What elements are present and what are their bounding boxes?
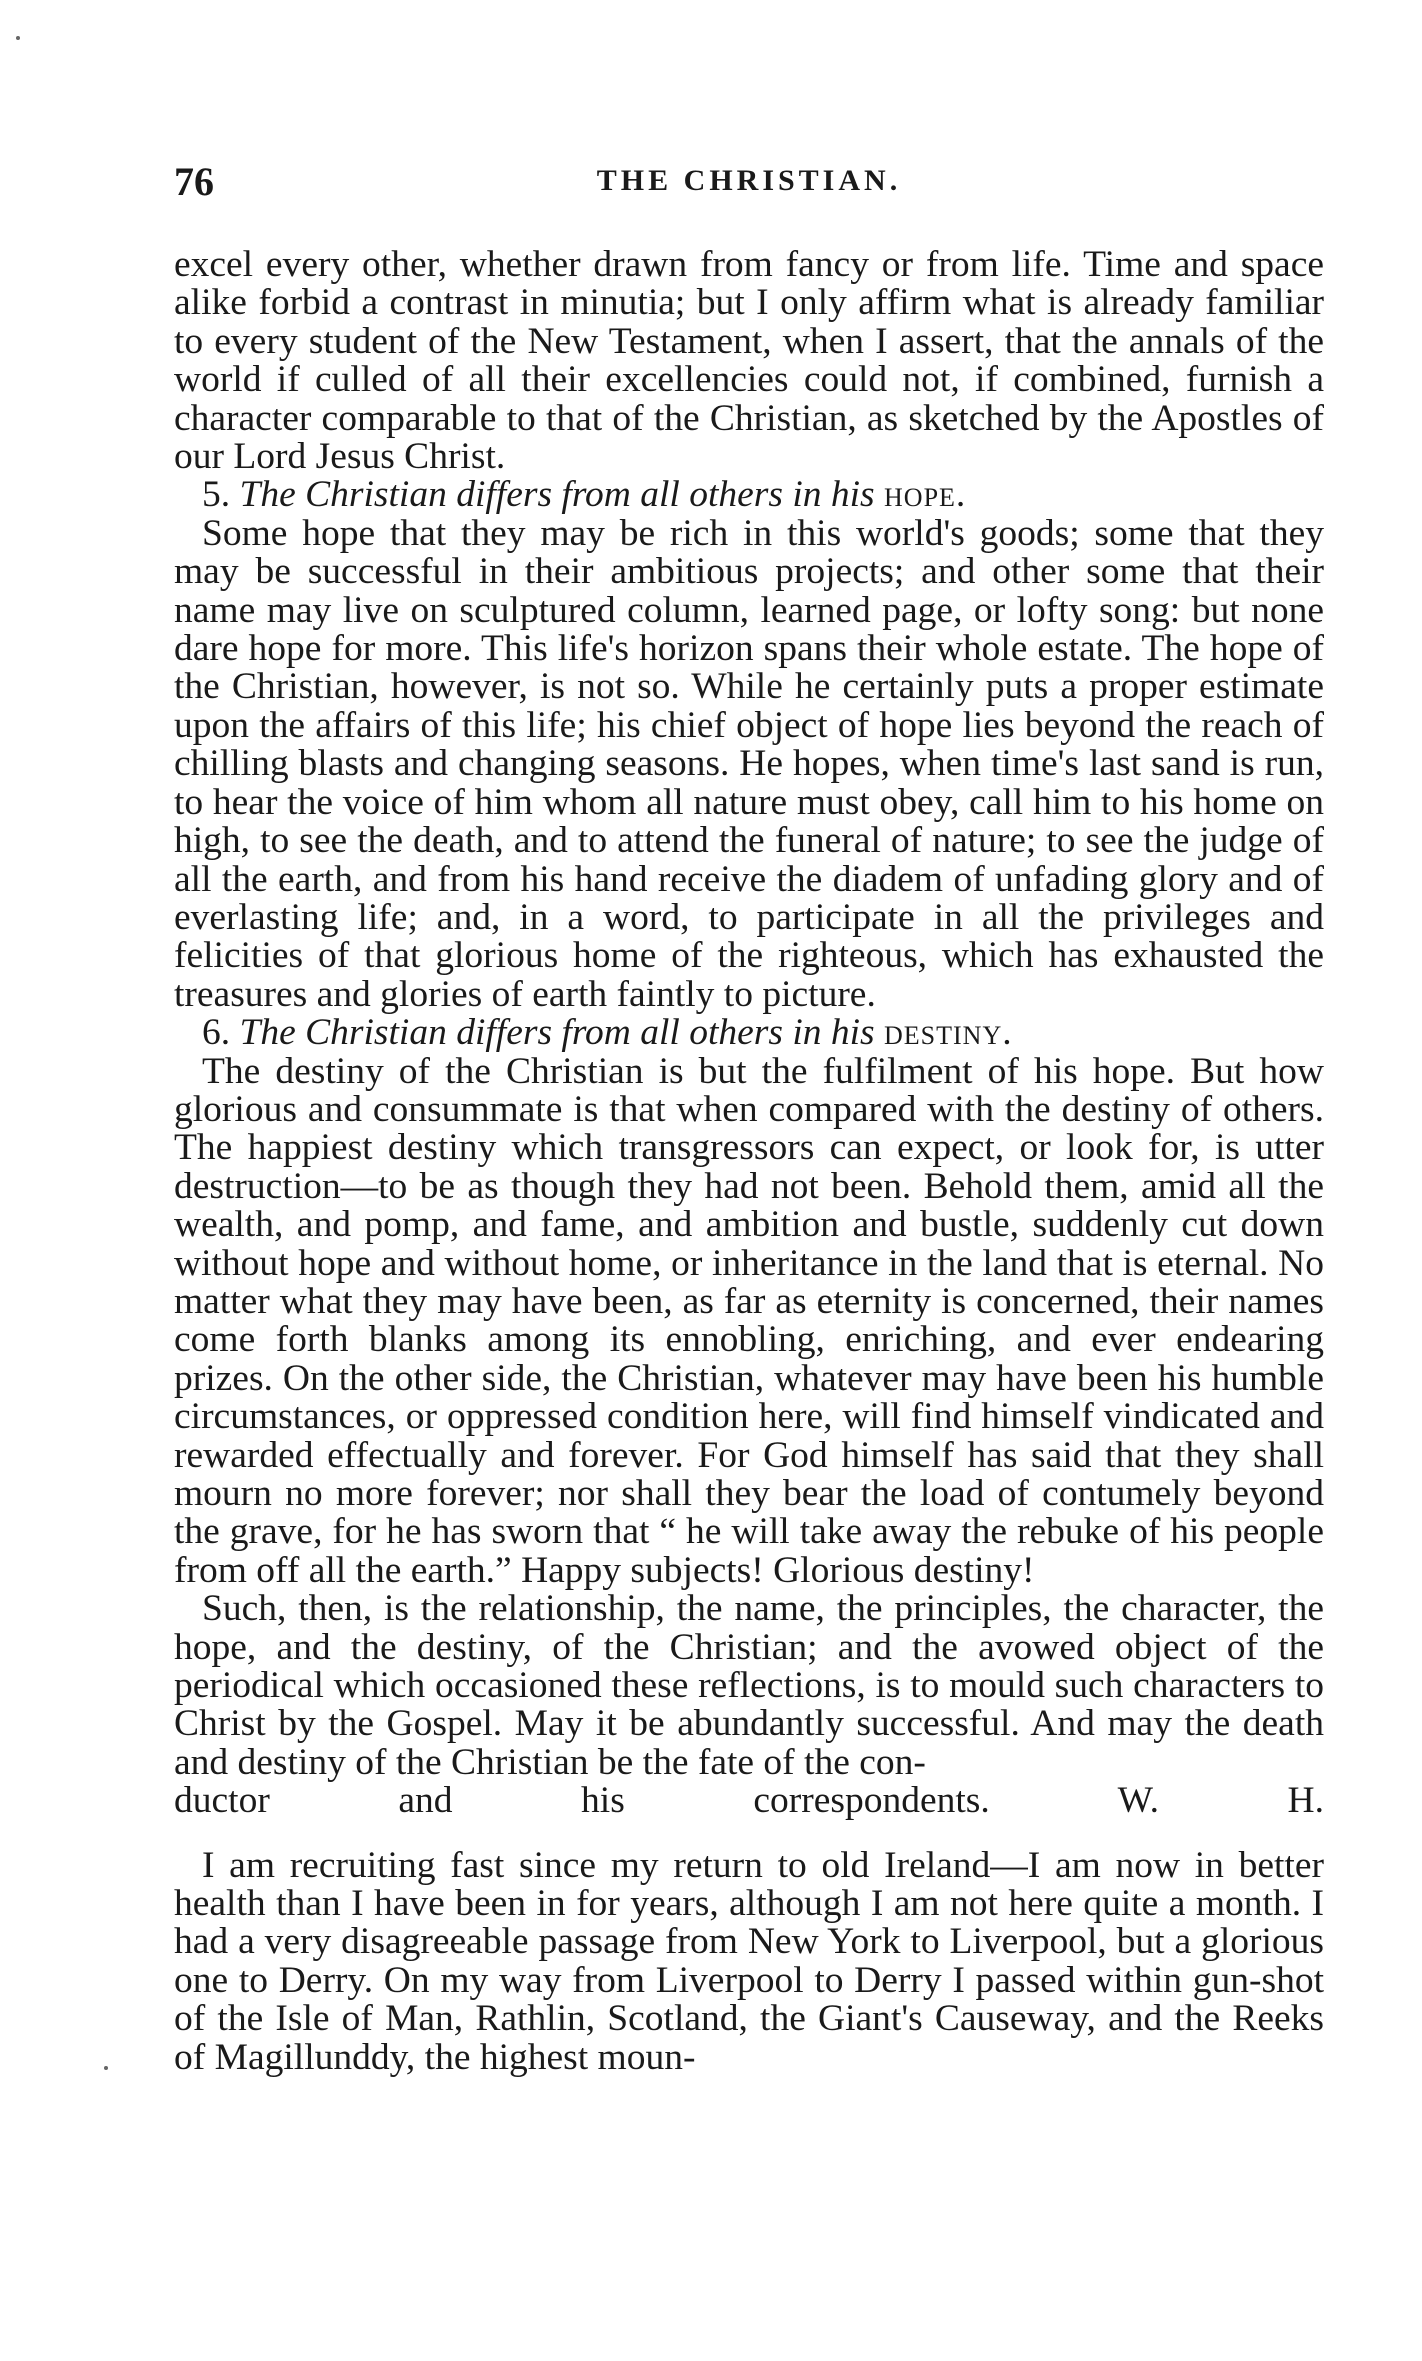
signature-line — [174, 1782, 1324, 1820]
page-body — [174, 246, 1324, 2077]
page-number: 76 — [174, 159, 214, 204]
paragraph-destiny: The destiny of the Christian is but the fulfilment of his hope. But how glorious and consummate is that when compared with the destiny of others. The happiest destiny which transgressors can expect, or look for, is utter destruction—to be as though they had not been. Behold them, amid all the wealth, and pomp, and fame, and ambition and bustle, suddenly cut down without hope and without home, or inheritance in the land that is eternal. No matter what they may have been, as far as eternity is concerned, their names come forth blanks among its ennobling, enriching, and ever endearing prizes. On the other side, the Christian, whatever may have been his humble circumstances, or oppressed condition here, will find himself vindicated and rewarded effectually and forever. For God himself has said that they shall mourn no more forever; nor shall they bear the load of contumely beyond the grave, for he has sworn that “ he will take away the rebuke of his people from off all the earth.” Happy subjects! Glorious destiny! — [174, 1050, 1324, 1591]
scan-speck — [104, 2066, 108, 2070]
running-head: THE CHRISTIAN. — [596, 164, 902, 197]
paragraph-continued: excel every other, whether drawn from fancy or from life. Time and space alike forbid a contrast in minutia; but I only affirm what is already familiar to every student of the New Testament, when I assert, that the annals of the world if culled of all their excellencies could not, if combined, furnish a character comparable to that of the Christian, as sketched by the Apostles of our Lord Jesus Christ. — [174, 244, 1324, 478]
signature-line-text: ductor and his correspondents. — [174, 1780, 990, 1822]
section-keyword: hope. — [884, 474, 967, 516]
section-heading-hope — [174, 476, 1324, 514]
section-heading-text: The Christian differs from all others in his — [239, 1012, 875, 1054]
section-heading-text: The Christian differs from all others in his — [239, 474, 875, 516]
page-header — [174, 158, 1324, 208]
paragraph-letter: I am recruiting fast since my return to old Ireland—I am now in better health than I have been in for years, although I am not here quite a month. I had a very disagreeable passage from New York to Liverpool, but a glorious one to Derry. On my way from Liverpool to Derry I passed within gun-shot of the Isle of Man, Rathlin, Scotland, the Giant's Causeway, and the Reeks of Magillunddy, the highest moun- — [174, 1844, 1324, 2078]
paragraph-conclusion: Such, then, is the relationship, the name, the principles, the character, the hope, and the destiny, of the Christian; and the avowed object of the periodical which occasioned these reflections, is to mould such characters to Christ by the Gospel. May it be abundantly successful. And may the death and destiny of the Christian be the fate of the con- — [174, 1588, 1324, 1783]
section-number: 6. — [202, 1012, 231, 1054]
section-number: 5. — [202, 474, 231, 516]
paragraph-hope: Some hope that they may be rich in this world's goods; some that they may be successful in their ambitious projects; and other some that their name may live on sculptured column, learned page, or lofty song: but none dare hope for more. This life's horizon spans their whole estate. The hope of the Christian, however, is not so. While he certainly puts a proper estimate upon the affairs of this life; his chief object of hope lies beyond the reach of chilling blasts and changing seasons. He hopes, when time's last sand is run, to hear the voice of him whom all nature must obey, call him to his home on high, to see the death, and to attend the funeral of nature; to see the judge of all the earth, and from his hand receive the diadem of unfading glory and of everlasting life; and, in a word, to participate in all the privileges and felicities of that glorious home of the righteous, which has exhausted the treasures and glories of earth faintly to picture. — [174, 512, 1324, 1015]
section-gap — [174, 1821, 1324, 1847]
section-heading-destiny — [174, 1014, 1324, 1052]
section-keyword: destiny. — [884, 1012, 1013, 1054]
author-signature: W. H. — [1117, 1780, 1324, 1822]
scan-speck — [16, 36, 20, 40]
